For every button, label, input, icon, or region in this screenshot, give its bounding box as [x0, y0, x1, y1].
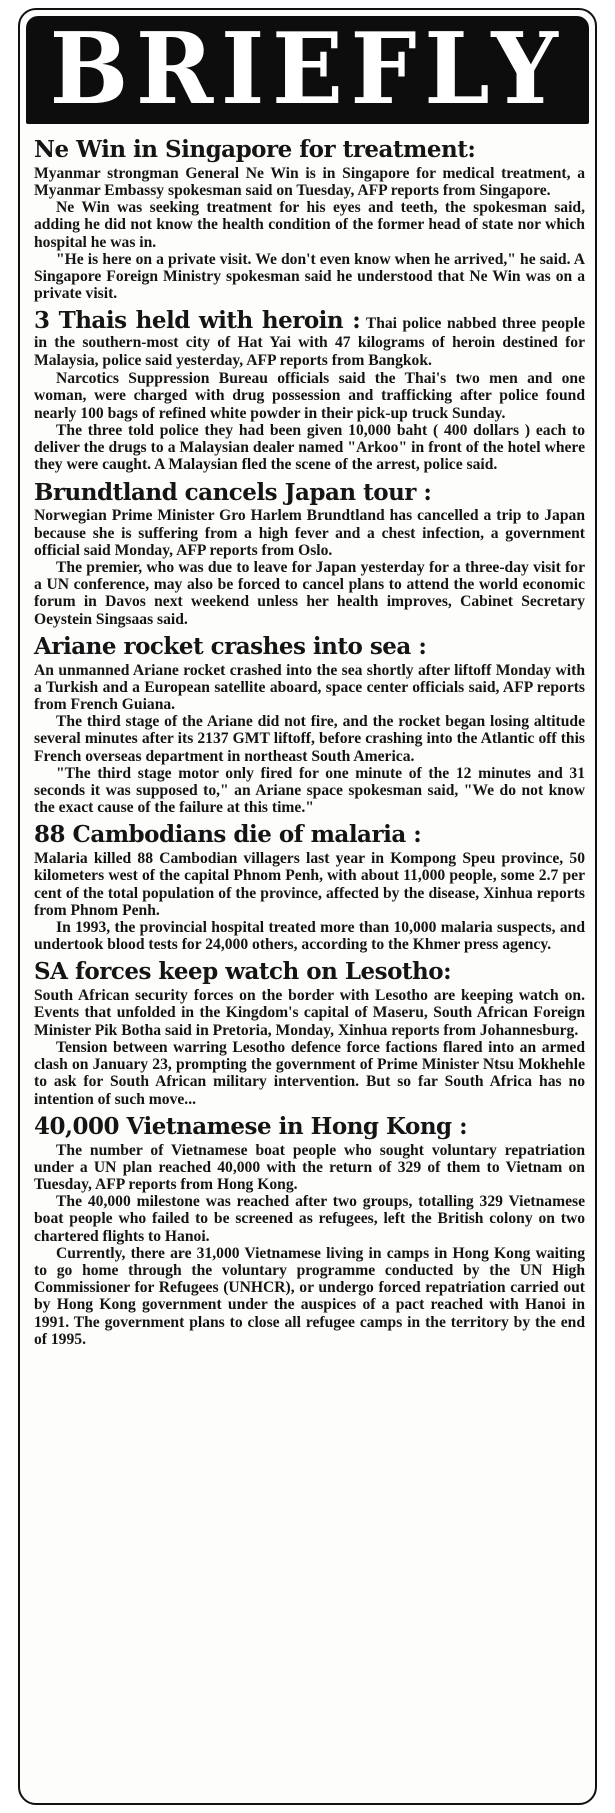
brief-paragraph: The 40,000 milestone was reached after two groups, totalling 329 Vietnamese boat people who failed to be screened as refugees, left the British colony on two chartered flights to Hanoi. [34, 1193, 585, 1245]
news-brief [34, 960, 585, 1107]
brief-headline-row [34, 478, 585, 506]
news-brief [34, 632, 585, 817]
brief-headline: 3 Thais held with heroin : [34, 307, 361, 335]
news-brief [34, 1112, 585, 1348]
brief-headline-row [34, 138, 585, 163]
masthead [26, 12, 589, 127]
brief-headline: Brundtland cancels Japan tour : [34, 478, 432, 506]
news-brief [34, 823, 585, 953]
brief-lead: Myanmar strongman General Ne Win is in Singapore for medical treatment, a Myanmar Embassy spokesman said on Tuesday, AFP reports from Singapore. [34, 164, 585, 200]
brief-headline-row [34, 309, 585, 370]
brief-paragraph: Narcotics Suppression Bureau officials said the Thai's two men and one woman, were charged with drug possession and trafficking after police found nearly 100 bags of refined white powder in their pick-up truck Sunday. [34, 370, 585, 422]
brief-paragraph: Currently, there are 31,000 Vietnamese living in camps in Hong Kong waiting to go home through the voluntary programme conducted by the UN High Commissioner for Refugees (UNHCR), or undergo forced repatriation carried out by Hong Kong government under the auspices of a pact reached with Hanoi in 1991. The government plans to close all refugee camps in the territory by the end of 1995. [34, 1244, 585, 1348]
brief-headline: SA forces keep watch on Lesotho: [34, 958, 452, 986]
brief-lead: South African security forces on the border with Lesotho are keeping watch on. Events that unfolded in the Kingdom's capital of Maseru, South African Foreign Minister Pik Botha said in Pretoria, Monday, Xinhua reports from Johannesburg. [34, 987, 585, 1039]
news-brief [34, 138, 585, 302]
briefly-column-frame [18, 8, 597, 1805]
brief-headline: 88 Cambodians die of malaria : [34, 821, 422, 849]
brief-paragraph: The three told police they had been given 10,000 baht ( 400 dollars ) each to deliver the drugs to a Malaysian dealer named "Arkoo" in front of the hotel where they were caught. A Malaysian fled the scene of the arrest, police said. [34, 421, 585, 474]
brief-paragraph: Ne Win was seeking treatment for his eyes and teeth, the spokesman said, adding he did not know the health condition of the former head of state nor which hospital he was in. [34, 199, 585, 251]
brief-lead: Norwegian Prime Minister Gro Harlem Brundtland has cancelled a trip to Japan because she is suffering from a high fever and a chest infection, a government official said Monday, AFP reports from Oslo. [34, 507, 585, 559]
brief-paragraph: In 1993, the provincial hospital treated more than 10,000 malaria suspects, and undertook blood tests for 24,000 others, according to the Khmer press agency. [34, 919, 585, 954]
brief-headline: Ariane rocket crashes into sea : [34, 632, 427, 660]
brief-headline: 40,000 Vietnamese in Hong Kong : [34, 1112, 468, 1140]
masthead-title: BRIEFLY [49, 12, 566, 127]
brief-paragraph: Tension between warring Lesotho defence force factions flared into an armed clash on January 23, prompting the government of Prime Minister Ntsu Mokhehle to ask for South African military intervention. But so far South Africa has no intention of such move... [34, 1038, 585, 1108]
brief-lead: Malaria killed 88 Cambodian villagers last year in Kompong Speu province, 50 kilometers west of the capital Phnom Penh, with about 11,000 people, some 2.7 per cent of the total population of the province, affected by the disease, Xinhua reports from Phnom Penh. [34, 850, 585, 919]
brief-lead: An unmanned Ariane rocket crashed into the sea shortly after liftoff Monday with a Turkish and a European satellite aboard, space center officials said, AFP reports from French Guiana. [34, 661, 585, 713]
brief-headline-row [34, 1112, 585, 1140]
brief-paragraph: The premier, who was due to leave for Japan yesterday for a three-day visit for a UN conference, may also be forced to cancel plans to attend the world economic forum in Davos next weekend unless her health improves, Cabinet Secretary Oeystein Singsaas said. [34, 558, 585, 628]
brief-lead: The number of Vietnamese boat people who sought voluntary repatriation under a UN plan reached 40,000 with the return of 329 of them to Vietnam on Tuesday, AFP reports from Hong Kong. [34, 1141, 585, 1193]
brief-headline-row [34, 960, 585, 985]
brief-headline-row [34, 632, 585, 660]
brief-paragraph: "He is here on a private visit. We don't even know when he arrived," he said. A Singapore Foreign Ministry spokesman said he understood that Ne Win was on a private visit. [34, 250, 585, 303]
news-brief [34, 478, 585, 628]
brief-paragraph: The third stage of the Ariane did not fire, and the rocket began losing altitude several minutes after its 2137 GMT liftoff, before crashing into the Atlantic off this French overseas department in northeast South America. [34, 713, 585, 765]
brief-lead: Thai police nabbed three people in the southern-most city of Hat Yai with 47 kilograms of heroin destined for Malaysia, police said yesterday, AFP reports from Bangkok. [34, 315, 585, 370]
news-brief [34, 309, 585, 473]
brief-paragraph: "The third stage motor only fired for one minute of the 12 minutes and 31 seconds it was supposed to," an Ariane space spokesman said, "We do not know the exact cause of the failure at this time." [34, 764, 585, 817]
news-briefs [34, 138, 585, 1355]
brief-headline-row [34, 823, 585, 848]
brief-headline: Ne Win in Singapore for treatment: [34, 136, 476, 163]
